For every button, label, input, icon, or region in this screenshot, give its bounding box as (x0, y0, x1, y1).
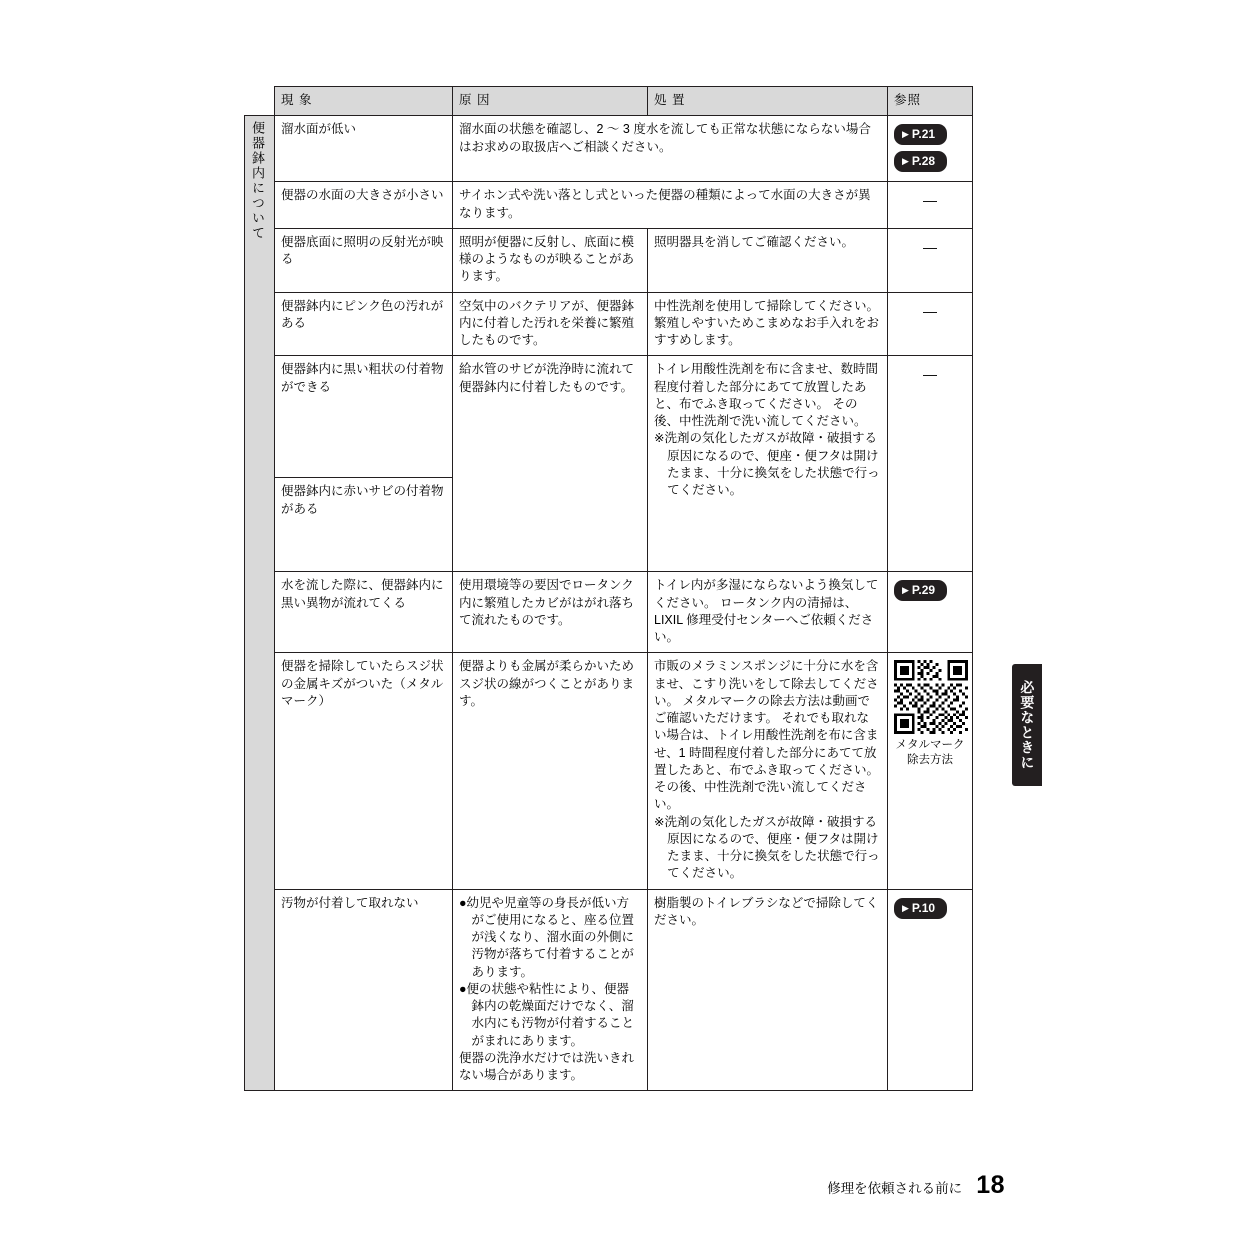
triangle-icon: ▶ (902, 585, 909, 596)
header-reference: 参照 (888, 87, 973, 116)
reference-pill-label: P.29 (911, 583, 936, 598)
reference-pill-label: P.28 (911, 154, 936, 169)
cell-action (648, 292, 888, 356)
cell-reference (888, 182, 973, 229)
cell-symptom: 便器底面に照明の反射光が映る (275, 228, 453, 292)
cause-bullet: ●幼児や児童等の身長が低い方がご使用になると、座る位置が浅くなり、溜水面の外側に汚物が落ちて付着することがあります。 (459, 895, 635, 979)
action-line: トイレ用酸性洗剤を布に含ませ、数時間程度付着した部分にあてて放置したあと、布でふき取ってください。 (654, 362, 879, 411)
table-row (245, 653, 973, 889)
troubleshooting-table (244, 86, 973, 1091)
reference-pill-p10[interactable] (894, 898, 947, 919)
cell-action: 樹脂製のトイレブラシなどで掃除してください。 (648, 889, 888, 1091)
cell-reference (888, 228, 973, 292)
reference-pill-p21[interactable] (894, 124, 947, 145)
action-line: メタルマークの除去方法は動画でご確認いただけます。 (654, 693, 871, 725)
cell-cause: 給水管のサビが洗浄時に流れて便器鉢内に付着したものです。 (453, 356, 648, 572)
action-note: ※洗剤の気化したガスが故障・破損する原因になるので、便座・便フタは開けたまま、十分に換気をした状態で行ってください。 (654, 431, 880, 497)
reference-pill-p29[interactable] (894, 580, 947, 601)
cell-symptom: 便器鉢内に黒い粗状の付着物ができる (275, 356, 453, 478)
cell-reference (888, 292, 973, 356)
cell-symptom: 便器を掃除していたらスジ状の金属キズがついた（メタルマーク） (275, 653, 453, 889)
cause-tail: 便器の洗浄水だけでは洗いきれない場合があります。 (459, 1050, 635, 1082)
troubleshooting-table-wrap (244, 86, 972, 1091)
reference-dash: — (923, 366, 937, 383)
header-action: 処 置 (648, 87, 888, 116)
action-line: 繁殖しやすいためこまめなお手入れをおすすめします。 (654, 315, 880, 347)
side-category-label: 便器鉢内について (250, 121, 265, 242)
table-row (245, 572, 973, 653)
cell-cause: 便器よりも金属が柔らかいためスジ状の線がつくことがあります。 (453, 653, 648, 889)
cell-cause: 照明が便器に反射し、底面に模様のようなものが映ることがあります。 (453, 228, 648, 292)
action-line: 市販のメラミンスポンジに十分に水を含ませ、こすり洗いをして除去してください。 (654, 659, 879, 708)
cell-reference (888, 116, 973, 182)
action-line: それでも取れない場合は、トイレ用酸性洗剤を布に含ませ、1 時間程度付着した部分にあてて放置したあと、布でふき取ってください。 (654, 711, 880, 777)
cell-action (648, 572, 888, 653)
section-thumb-tab-label: 必要なときに (1019, 680, 1036, 770)
footer-section-title: 修理を依頼される前に (827, 1181, 963, 1196)
action-line: 中性洗剤を使用して掃除してください。 (654, 298, 880, 313)
cell-symptom: 汚物が付着して取れない (275, 889, 453, 1091)
table-head (245, 87, 973, 116)
side-category-label-cell (245, 116, 275, 1091)
cell-symptom: 便器鉢内にピンク色の汚れがある (275, 292, 453, 356)
section-thumb-tab[interactable] (1012, 664, 1042, 786)
cell-reference (888, 653, 973, 889)
table-row (245, 889, 973, 1091)
table-row (245, 116, 973, 182)
action-line: その後、中性洗剤で洗い流してください。 (654, 780, 867, 812)
header-symptom: 現 象 (275, 87, 453, 116)
reference-dash: — (923, 192, 937, 209)
reference-pill-label: P.21 (911, 127, 936, 142)
cell-reference (888, 572, 973, 653)
cell-symptom: 便器の水面の大きさが小さい (275, 182, 453, 229)
triangle-icon: ▶ (902, 902, 909, 913)
cell-action (648, 653, 888, 889)
cell-cause: 溜水面の状態を確認し、2 ～ 3 度水を流しても正常な状態にならない場合はお求めの取扱店へご相談ください。 (453, 116, 888, 182)
cell-symptom: 溜水面が低い (275, 116, 453, 182)
cell-cause: サイホン式や洗い落とし式といった便器の種類によって水面の大きさが異なります。 (453, 182, 888, 229)
triangle-icon: ▶ (902, 129, 909, 140)
table-header-row (245, 87, 973, 116)
cell-cause: 空気中のバクテリアが、便器鉢内に付着した汚れを栄養に繁殖したものです。 (453, 292, 648, 356)
cell-cause (453, 889, 648, 1091)
header-cause: 原 因 (453, 87, 648, 116)
table-row (245, 292, 973, 356)
cell-reference (888, 356, 973, 572)
reference-dash: — (923, 238, 937, 255)
triangle-icon: ▶ (902, 156, 909, 167)
qr-block (894, 658, 966, 768)
action-note: ※洗剤の気化したガスが故障・破損する原因になるので、便座・便フタは開けたまま、十分に換気をした状態で行ってください。 (654, 814, 880, 881)
cell-symptom: 便器鉢内に赤いサビの付着物がある (275, 478, 453, 572)
header-spacer (245, 87, 275, 116)
table-row (245, 182, 973, 229)
cell-cause: 使用環境等の要因でロータンク内に繁殖したカビがはがれ落ちて流れたものです。 (453, 572, 648, 653)
reference-dash: — (923, 302, 937, 319)
qr-caption: メタルマーク 除去方法 (895, 739, 965, 767)
page-footer (827, 1171, 1005, 1200)
qr-code-icon[interactable] (894, 660, 968, 734)
reference-pill-p28[interactable] (894, 151, 947, 172)
cell-action (648, 356, 888, 572)
reference-pill-label: P.10 (911, 900, 936, 915)
table-row (245, 356, 973, 478)
cell-action: 照明器具を消してご確認ください。 (648, 228, 888, 292)
table-row (245, 228, 973, 292)
page-number: 18 (976, 1171, 1005, 1199)
cell-reference (888, 889, 973, 1091)
action-line: その後、中性洗剤で洗い流してください。 (654, 396, 867, 428)
action-line: ロータンク内の清掃は、LIXIL 修理受付センターへご依頼ください。 (654, 595, 874, 644)
cell-symptom: 水を流した際に、便器鉢内に黒い異物が流れてくる (275, 572, 453, 653)
action-line: トイレ内が多湿にならないよう換気してください。 (654, 578, 879, 610)
table-body (245, 116, 973, 1091)
cause-bullet: ●便の状態や粘性により、便器鉢内の乾燥面だけでなく、溜水内にも汚物が付着することがまれにあります。 (459, 981, 635, 1048)
